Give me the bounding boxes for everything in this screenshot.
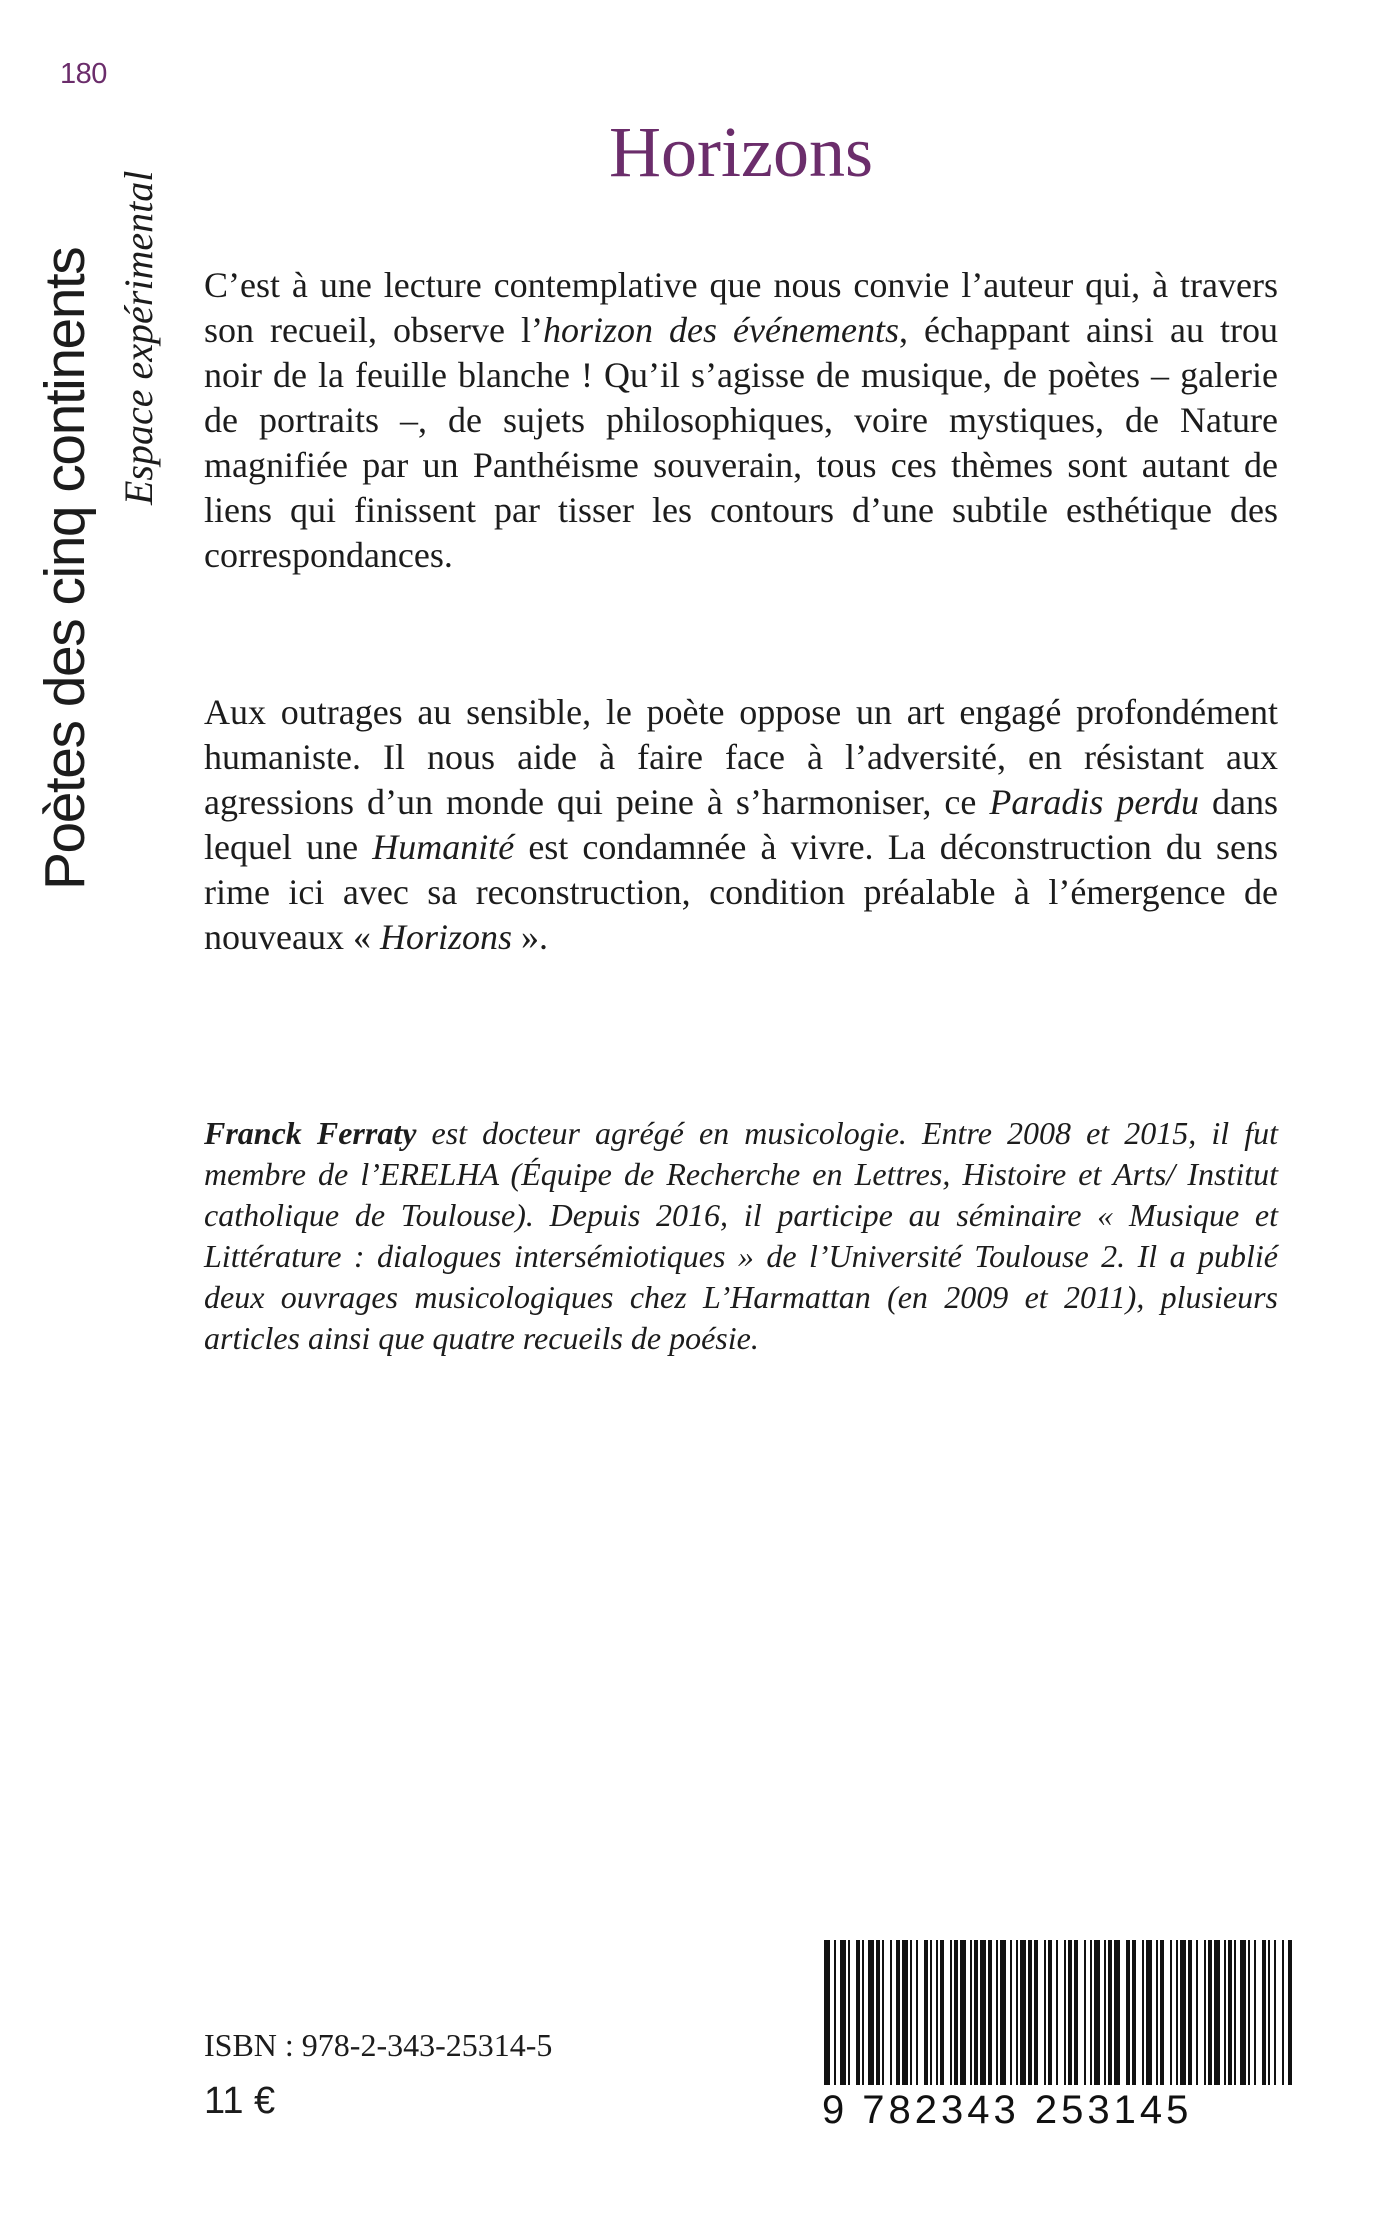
- author-name: Franck Ferraty: [204, 1115, 417, 1151]
- barcode-digits: [822, 2085, 1292, 2135]
- italic-run: Humanité: [372, 827, 515, 867]
- author-bio: [204, 1113, 1278, 1359]
- barcode-number: 782343 253145: [862, 2088, 1193, 2132]
- series-subtitle: Espace expérimental: [116, 170, 161, 505]
- barcode: [822, 1940, 1292, 2130]
- text-run: C’est à une lecture contemplative que nous convie l’auteur qui, à travers son recueil, observe l’: [204, 265, 1278, 350]
- italic-run: horizon des événements: [542, 310, 899, 350]
- text-run: Aux outrages au sensible, le poète oppose un art engagé profondément humaniste. Il nous aide à faire face à l’adversité, en résistant aux agressions d’un monde qui peine à s’harmoniser, ce: [204, 692, 1278, 822]
- price: 11 €: [204, 2080, 276, 2122]
- italic-run: Horizons: [379, 917, 512, 957]
- isbn: ISBN : 978-2-343-25314-5: [204, 2027, 553, 2063]
- book-title: Horizons: [609, 112, 873, 192]
- bio-text: est docteur agrégé en musicologie. Entre 2008 et 2015, il fut membre de l’ERELHA (Équipe de Recherche en Lettres, Histoire et Arts/ Institut catholique de Toulouse). Depuis 2016, il participe au séminaire « Musique et Littérature : dialogues intersémiotiques » de l’Université Toulouse 2. Il a publié deux ouvrages musicologiques chez L’Harmattan (en 2009 et 2011), plusieurs articles ainsi que quatre recueils de poésie.: [204, 1115, 1279, 1356]
- text-run: dans lequel une: [204, 782, 1278, 867]
- text-run: est condamnée à vivre. La déconstruction du sens rime ici avec sa reconstruction, condition préalable à l’émergence de nouveaux «: [204, 827, 1278, 957]
- text-run: ».: [512, 917, 548, 957]
- summary-paragraph-1: [204, 263, 1278, 578]
- text-run: , échappant ainsi au trou noir de la feuille blanche ! Qu’il s’agisse de musique, de poètes – galerie de portraits –, de sujets philosophiques, voire mystiques, de Nature magnifiée par un Panthéisme souverain, tous ces thèmes sont autant de liens qui finissent par tisser les contours d’une subtile esthétique des correspondances.: [204, 310, 1278, 575]
- summary-paragraph-2: [204, 690, 1278, 960]
- barcode-first-digit: 9: [822, 2088, 849, 2132]
- italic-run: Paradis perdu: [989, 782, 1199, 822]
- series-number: 180: [60, 58, 107, 90]
- series-title: Poètes des cinq continents: [33, 247, 97, 890]
